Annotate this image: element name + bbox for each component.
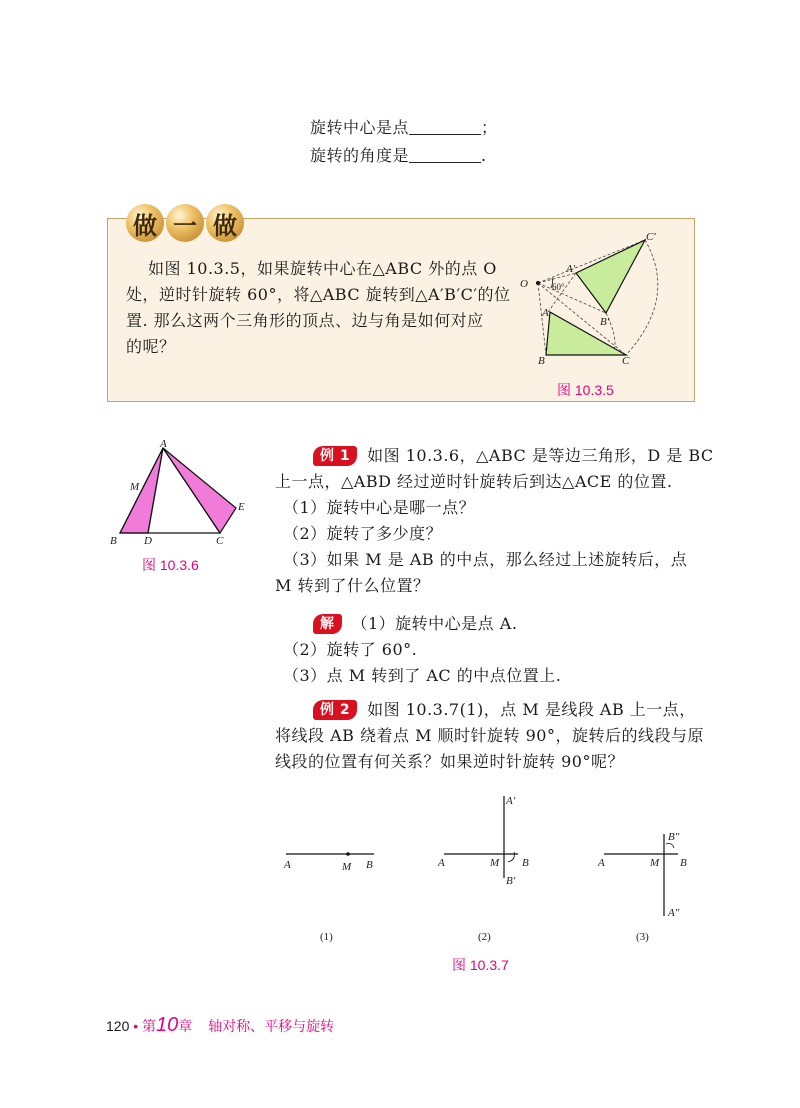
label-angle: 60° bbox=[552, 282, 565, 292]
page-number: 120 bbox=[106, 1018, 130, 1034]
figure-10-3-6 bbox=[110, 440, 250, 552]
label-c: C bbox=[622, 355, 630, 367]
label-b-double-prime: B″ bbox=[668, 831, 680, 843]
activity-title-char: 做 bbox=[126, 204, 164, 242]
rotation-center-line: 旋转中心是点 ； bbox=[310, 118, 498, 137]
label-b: B bbox=[366, 859, 373, 871]
activity-title bbox=[126, 204, 244, 242]
label-m: M bbox=[130, 481, 140, 493]
activity-text: 如图 10.3.5，如果旋转中心在△ABC 外的点 O 处，逆时针旋转 60°，将△ABC 旋转到△A′B′C′的位 置. 那么这两个三角形的顶点、边与角是如何对应 的呢？ bbox=[126, 259, 511, 356]
triangle-ace bbox=[163, 448, 236, 533]
label-c-prime: C′ bbox=[646, 231, 656, 243]
label-b-prime: B′ bbox=[600, 316, 610, 328]
sub-label-3: (3) bbox=[636, 931, 649, 943]
label-a-prime: A′ bbox=[566, 263, 576, 275]
sub-label-2: (2) bbox=[478, 931, 491, 943]
sub-label-1: (1) bbox=[320, 931, 333, 943]
answer-blank-angle[interactable] bbox=[409, 146, 481, 163]
label-m: M bbox=[650, 857, 660, 869]
page-footer: 120 • 第10章 轴对称、平移与旋转 bbox=[106, 1014, 335, 1036]
label-a-prime: A′ bbox=[506, 795, 516, 807]
figure-10-3-7-part-1 bbox=[283, 852, 374, 943]
figure-10-3-5 bbox=[518, 228, 668, 374]
rotation-angle-line: 旋转的角度是 . bbox=[310, 146, 487, 165]
chapter-title: 轴对称、平移与旋转 bbox=[208, 1019, 335, 1035]
example-1-tag: 例 1 bbox=[313, 446, 357, 466]
label-b: B bbox=[110, 535, 117, 547]
label-a: A bbox=[438, 857, 445, 869]
figure-caption-10-3-6: 图 10.3.6 bbox=[142, 557, 199, 573]
label-a: A bbox=[284, 859, 291, 871]
example-2-tag: 例 2 bbox=[313, 700, 357, 720]
label-c: C bbox=[216, 535, 224, 547]
example-2: 例 2 如图 10.3.7(1)，点 M 是线段 AB 上一点， 将线段 AB 绕着点 M 顺时针旋转 90°，旋转后的线段与原 线段的位置有何关系？如果逆时针旋转 90°呢？ bbox=[275, 700, 704, 771]
figure-10-3-7 bbox=[278, 790, 698, 950]
point-o bbox=[536, 281, 540, 285]
label-b-prime: B′ bbox=[506, 875, 516, 887]
answer-blank-center[interactable] bbox=[409, 118, 481, 135]
figure-10-3-7-part-3 bbox=[597, 831, 687, 943]
label-o: O bbox=[520, 278, 528, 290]
figure-10-3-7-part-2 bbox=[437, 795, 529, 943]
activity-title-char: 做 bbox=[206, 204, 244, 242]
label-m: M bbox=[342, 861, 352, 873]
label-a-double-prime: A″ bbox=[668, 907, 680, 919]
figure-caption-10-3-5: 图 10.3.5 bbox=[557, 382, 614, 398]
label-e: E bbox=[238, 501, 245, 513]
label-a: A bbox=[160, 440, 167, 450]
label-b: B bbox=[680, 857, 687, 869]
solution: 解 （1）旋转中心是点 A. （2）旋转了 60°. （3）点 M 转到了 AC 的中点位置上. bbox=[283, 614, 562, 685]
label-a: A bbox=[542, 307, 549, 319]
label-m: M bbox=[490, 857, 500, 869]
label-a: A bbox=[598, 857, 605, 869]
label-b: B bbox=[522, 857, 529, 869]
example-1: 例 1 如图 10.3.6，△ABC 是等边三角形，D 是 BC 上一点，△ABD 经过逆时针旋转后到达△ACE 的位置. （1）旋转中心是哪一点？ （2）旋转了多少度？ （3）如果 M 是 AB 的中点，那么经过上述旋转后，点 M 转到了什么位置？ bbox=[275, 446, 714, 595]
solution-tag: 解 bbox=[313, 614, 342, 634]
activity-title-char: 一 bbox=[166, 204, 204, 242]
figure-caption-10-3-7: 图 10.3.7 bbox=[452, 957, 509, 973]
triangle-a1b1c1 bbox=[576, 240, 645, 313]
label-d: D bbox=[144, 535, 152, 547]
label-b: B bbox=[538, 355, 545, 367]
